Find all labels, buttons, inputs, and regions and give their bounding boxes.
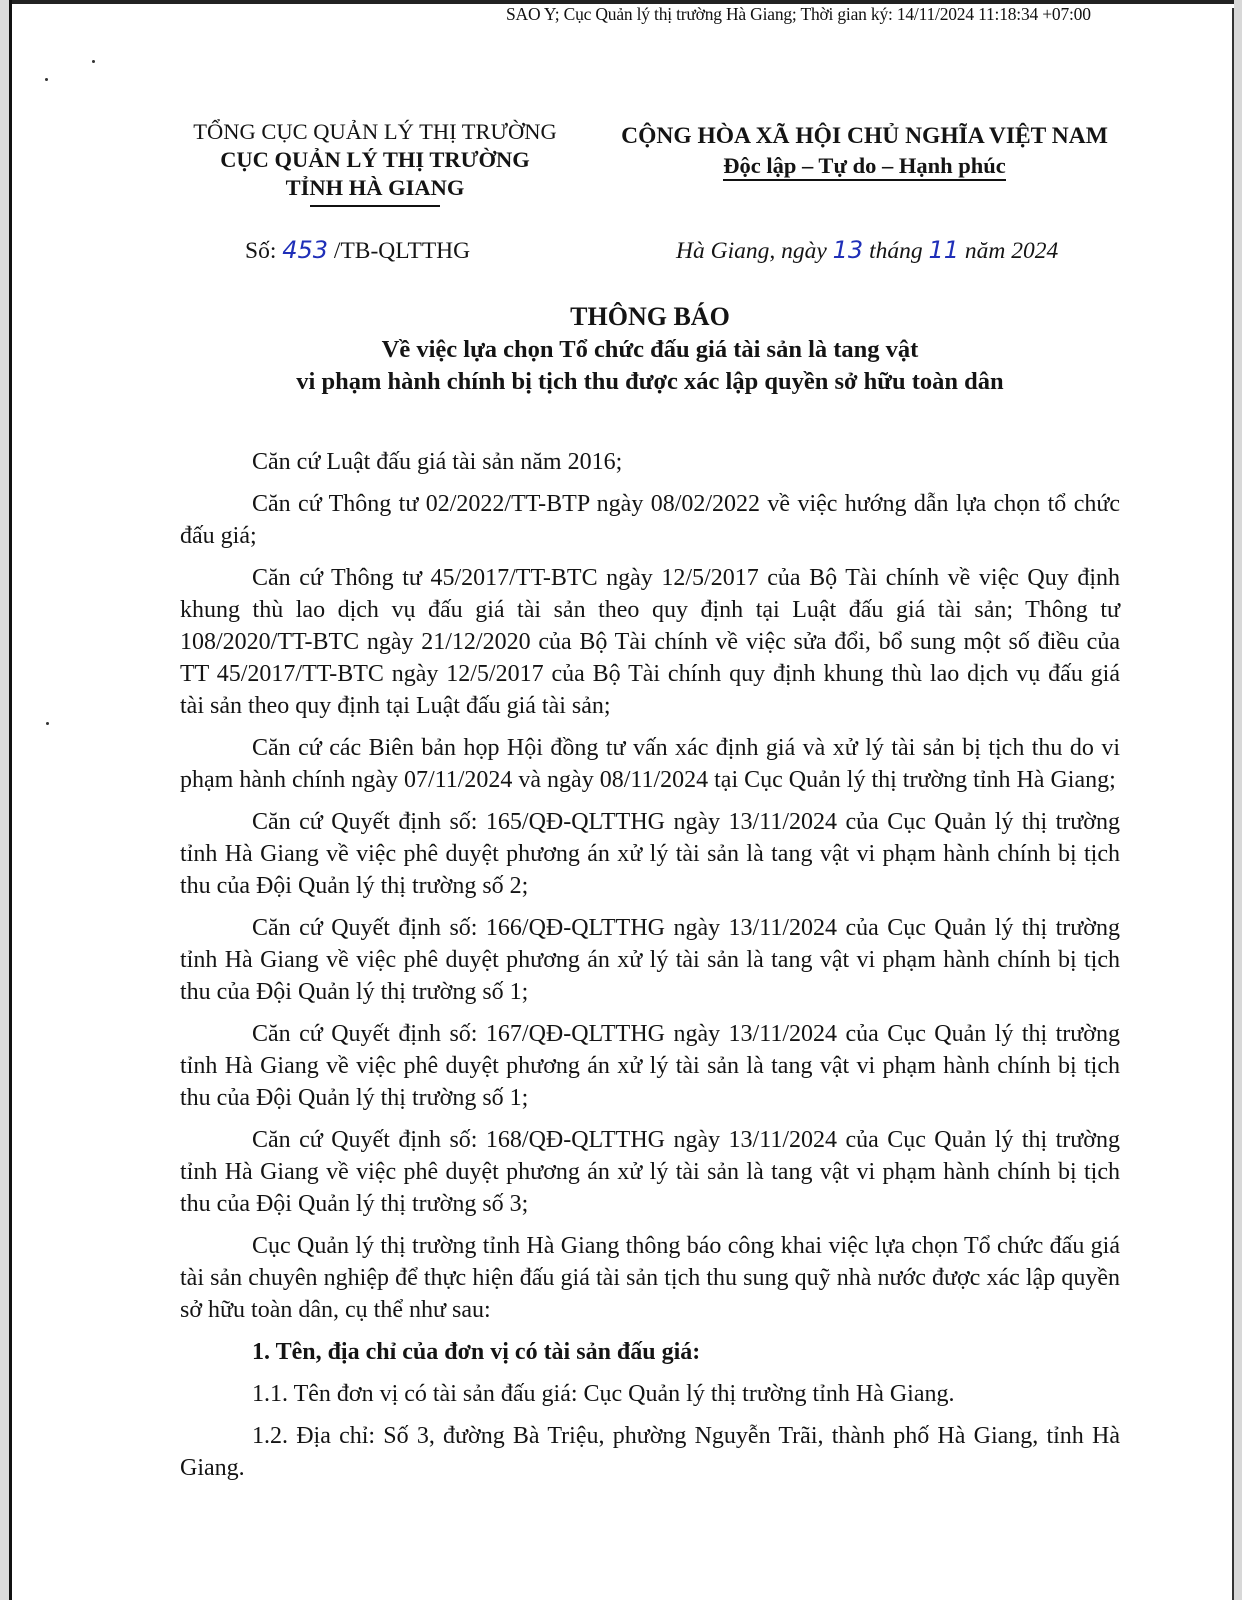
scan-left-edge (9, 0, 12, 1600)
month-label: tháng (863, 238, 929, 264)
parent-agency-name: TỔNG CỤC QUẢN LÝ THỊ TRƯỜNG (193, 119, 557, 144)
section-1-item-2: 1.2. Địa chỉ: Số 3, đường Bà Triệu, phường Nguyễn Trãi, thành phố Hà Giang, tỉnh Hà Giang. (180, 1423, 1120, 1481)
document-number-prefix: Số: (245, 238, 283, 264)
scan-left-gutter (0, 0, 9, 1600)
legal-basis-paragraph: Căn cứ Thông tư 02/2022/TT-BTP ngày 08/02/2022 về việc hướng dẫn lựa chọn tổ chức đấu giá; (180, 491, 1120, 549)
issuing-agency-header (170, 118, 580, 207)
scan-speck (45, 78, 48, 81)
year-label: năm 2024 (959, 238, 1059, 264)
section-1-heading: 1. Tên, địa chỉ của đơn vị có tài sản đấu giá: (252, 1339, 701, 1365)
agency-province: TỈNH HÀ GIANG (285, 175, 465, 200)
handwritten-month: 11 (928, 236, 960, 264)
document-body (180, 446, 1120, 1494)
date-prefix: Hà Giang, ngày (676, 238, 833, 264)
legal-basis-paragraph: Căn cứ Luật đấu giá tài sản năm 2016; (252, 449, 623, 475)
legal-basis-paragraph: Căn cứ Quyết định số: 165/QĐ-QLTTHG ngày 13/11/2024 của Cục Quản lý thị trường tỉnh Hà Giang về việc phê duyệt phương án xử lý tài sản là tang vật vi phạm hành chính bị tịch thu của Đội Quản lý thị trường số 2; (180, 809, 1120, 899)
document-number (245, 236, 470, 265)
national-motto: Độc lập – Tự do – Hạnh phúc (723, 153, 1006, 181)
scan-speck (92, 60, 95, 63)
legal-basis-paragraph: Căn cứ Quyết định số: 166/QĐ-QLTTHG ngày 13/11/2024 của Cục Quản lý thị trường tỉnh Hà Giang về việc phê duyệt phương án xử lý tài sản là tang vật vi phạm hành chính bị tịch thu của Đội Quản lý thị trường số 1; (180, 915, 1120, 1005)
document-number-suffix: /TB-QLTTHG (328, 238, 471, 264)
handwritten-document-number: 453 (282, 236, 329, 264)
scan-right-gutter (1234, 0, 1242, 1600)
issue-date (676, 236, 1058, 265)
legal-basis-paragraph: Căn cứ Thông tư 45/2017/TT-BTC ngày 12/5/2017 của Bộ Tài chính về việc Quy định khung thù lao dịch vụ đấu giá tài sản theo quy định tại Luật đấu giá tài sản; Thông tư 108/2020/TT-BTC ngày 21/12/2020 của Bộ Tài chính về việc sửa đổi, bổ sung một số điều của TT 45/2017/TT-BTC ngày 12/5/2017 của Bộ Tài chính quy định khung thù lao dịch vụ đấu giá tài sản theo quy định tại Luật đấu giá tài sản; (180, 565, 1120, 719)
document-type: THÔNG BÁO (570, 302, 730, 331)
digital-signature-stamp: SAO Y; Cục Quản lý thị trường Hà Giang; Thời gian ký: 14/11/2024 11:18:34 +07:00 (506, 4, 1091, 24)
document-title (150, 300, 1150, 398)
scan-speck (46, 722, 49, 725)
legal-basis-paragraph: Căn cứ các Biên bản họp Hội đồng tư vấn xác định giá và xử lý tài sản bị tịch thu do vi phạm hành chính ngày 07/11/2024 và ngày 08/11/2024 tại Cục Quản lý thị trường tỉnh Hà Giang; (180, 735, 1120, 793)
document-subject-line-2: vi phạm hành chính bị tịch thu được xác lập quyền sở hữu toàn dân (296, 368, 1004, 395)
legal-basis-paragraph: Căn cứ Quyết định số: 167/QĐ-QLTTHG ngày 13/11/2024 của Cục Quản lý thị trường tỉnh Hà Giang về việc phê duyệt phương án xử lý tài sản là tang vật vi phạm hành chính bị tịch thu của Đội Quản lý thị trường số 1; (180, 1021, 1120, 1111)
section-1-item-1: 1.1. Tên đơn vị có tài sản đấu giá: Cục Quản lý thị trường tỉnh Hà Giang. (252, 1381, 955, 1407)
announcement-paragraph: Cục Quản lý thị trường tỉnh Hà Giang thông báo công khai việc lựa chọn Tổ chức đấu giá tài sản chuyên nghiệp để thực hiện đấu giá tài sản tịch thu sung quỹ nhà nước được xác lập quyền sở hữu toàn dân, cụ thể như sau: (180, 1233, 1120, 1323)
document-subject-line-1: Về việc lựa chọn Tổ chức đấu giá tài sản là tang vật (381, 336, 919, 363)
legal-basis-paragraph: Căn cứ Quyết định số: 168/QĐ-QLTTHG ngày 13/11/2024 của Cục Quản lý thị trường tỉnh Hà Giang về việc phê duyệt phương án xử lý tài sản là tang vật vi phạm hành chính bị tịch thu của Đội Quản lý thị trường số 3; (180, 1127, 1120, 1217)
agency-name: CỤC QUẢN LÝ THỊ TRƯỜNG (220, 147, 530, 172)
country-name: CỘNG HÒA XÃ HỘI CHỦ NGHĨA VIỆT NAM (621, 123, 1108, 149)
national-motto-header (602, 121, 1127, 181)
handwritten-day: 13 (832, 236, 864, 264)
header-underline (310, 205, 440, 207)
